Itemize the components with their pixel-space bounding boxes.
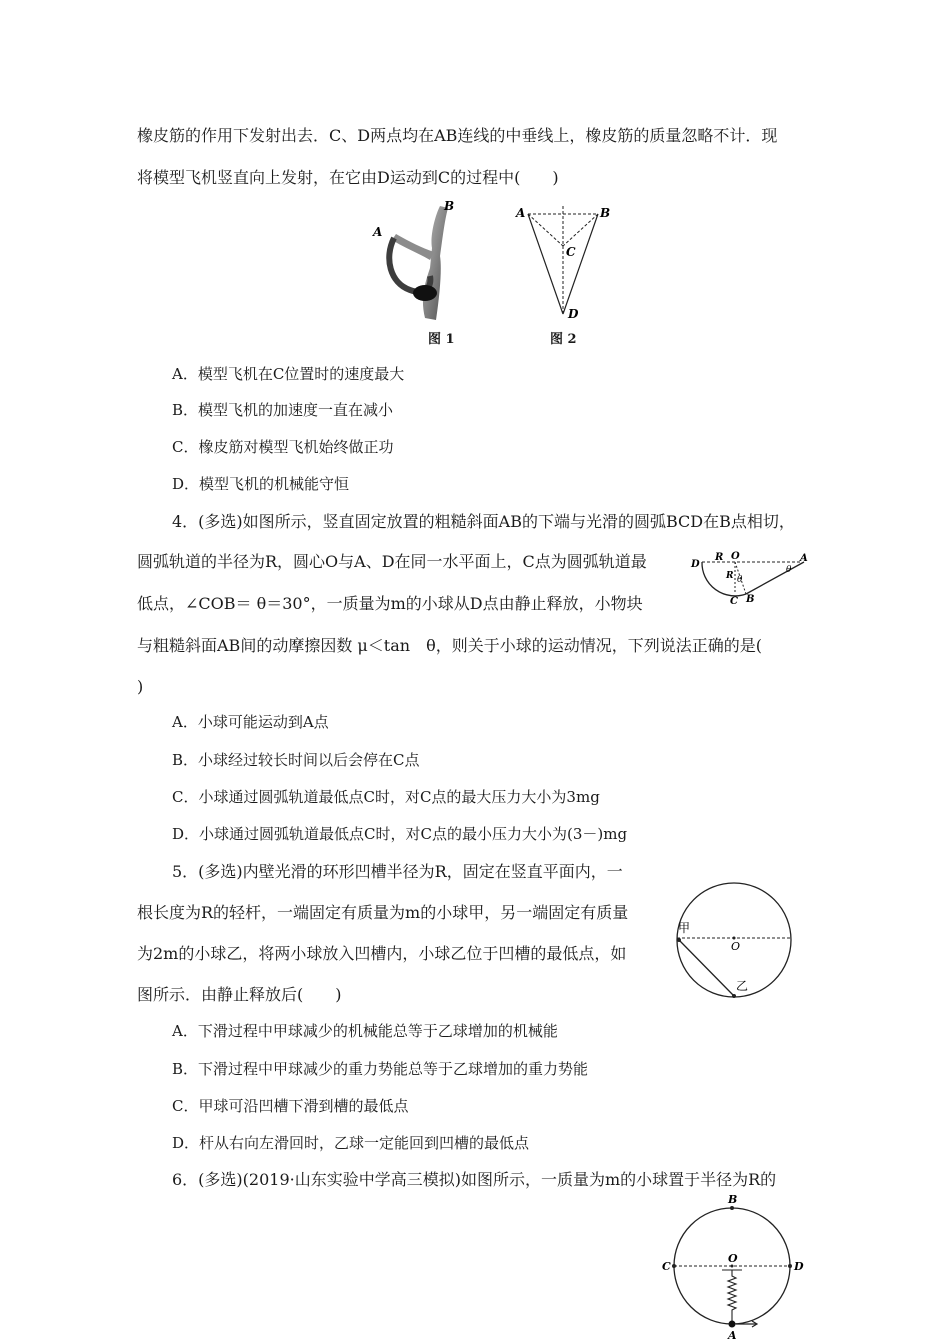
fig1-caption: 图 1 (428, 332, 455, 347)
q4-fig-label-b: B (746, 594, 755, 605)
q6-fig-label-a: A (728, 1329, 737, 1340)
q3-option-b: B．模型飞机的加速度一直在减小 (172, 401, 394, 419)
q5-option-a: A．下滑过程中甲球减少的机械能总等于乙球增加的机械能 (172, 1022, 558, 1040)
q6-fig-label-c: C (662, 1260, 671, 1273)
q6-line-1: 6．(多选)(2019·山东实验中学高三模拟)如图所示，一质量为m的小球置于半径为R的 (172, 1170, 777, 1189)
q5-option-d: D．杆从右向左滑回时，乙球一定能回到凹槽的最低点 (172, 1134, 530, 1152)
q4-fig-label-a: A (800, 553, 808, 564)
q5-line-2: 根长度为R的轻杆，一端固定有质量为m的小球甲，另一端固定有质量 (137, 903, 629, 922)
q4-option-a: A．小球可能运动到A点 (172, 713, 329, 731)
fig1-label-a: A (373, 225, 383, 239)
q4-fig-label-r2: R (726, 571, 734, 581)
q4-fig-label-theta1: θ (737, 575, 743, 585)
fig2-label-a: A (516, 206, 526, 220)
q6-fig-label-b: B (728, 1193, 738, 1206)
q4-fig-label-d: D (691, 559, 700, 570)
q5-fig-label-o: O (731, 940, 741, 953)
q3-option-c: C．橡皮筋对模型飞机始终做正功 (172, 438, 394, 456)
q6-fig-label-d: D (794, 1260, 804, 1273)
q5-fig-label-jia: 甲 (678, 921, 691, 935)
q4-fig-label-o: O (731, 551, 740, 562)
fig1-label-b: B (444, 199, 455, 213)
q6-fig-label-o: O (728, 1252, 738, 1265)
q5-fig-label-yi: 乙 (736, 979, 749, 993)
q3-option-a: A．模型飞机在C位置时的速度最大 (172, 365, 405, 383)
q4-fig-label-c: C (730, 596, 738, 607)
q3-option-d: D．模型飞机的机械能守恒 (172, 475, 350, 493)
circle-spring-diagram (660, 1190, 810, 1340)
ring-groove-diagram (672, 878, 796, 1002)
q5-option-b: B．下滑过程中甲球减少的重力势能总等于乙球增加的重力势能 (172, 1060, 589, 1078)
slingshot-figure (370, 198, 490, 323)
q4-line-4: 与粗糙斜面AB间的动摩擦因数 μ＜tan θ，则关于小球的运动情况，下列说法正确的是( (137, 636, 762, 655)
fig2-label-b: B (600, 206, 610, 220)
q4-option-c: C．小球通过圆弧轨道最低点C时，对C点的最大压力大小为3mg (172, 788, 600, 806)
q4-option-b: B．小球经过较长时间以后会停在C点 (172, 751, 420, 769)
fig2-caption: 图 2 (550, 332, 577, 347)
q5-option-c: C．甲球可沿凹槽下滑到槽的最低点 (172, 1097, 409, 1115)
q5-line-4: 图所示．由静止释放后( ) (137, 985, 342, 1004)
q4-line-2: 圆弧轨道的半径为R，圆心O与A、D在同一水平面上，C点为圆弧轨道最 (137, 552, 647, 571)
q4-line-1: 4．(多选)如图所示，竖直固定放置的粗糙斜面AB的下端与光滑的圆弧BCD在B点相切， (172, 512, 795, 531)
q4-line-3: 低点，∠COB＝ θ＝30°，一质量为m的小球从D点由静止释放，小物块 (137, 594, 643, 613)
q5-line-3: 为2m的小球乙，将两小球放入凹槽内，小球乙位于凹槽的最低点，如 (137, 944, 627, 963)
q4-line-5: ) (137, 677, 144, 696)
fig2-label-c: C (566, 245, 576, 259)
q4-fig-label-r1: R (715, 552, 724, 563)
fig2-label-d: D (568, 307, 579, 321)
q4-option-d: D．小球通过圆弧轨道最低点C时，对C点的最小压力大小为(3－)mg (172, 825, 628, 843)
q5-line-1: 5．(多选)内壁光滑的环形凹槽半径为R，固定在竖直平面内，一 (172, 862, 623, 881)
q4-fig-label-theta2: θ (786, 565, 792, 575)
arc-incline-diagram (688, 548, 813, 608)
intro-line-2: 将模型飞机竖直向上发射，在它由D运动到C的过程中( ) (137, 168, 559, 187)
intro-line-1: 橡皮筋的作用下发射出去．C、D两点均在AB连线的中垂线上，橡皮筋的质量忽略不计．现 (137, 126, 778, 145)
triangle-diagram (510, 200, 610, 325)
